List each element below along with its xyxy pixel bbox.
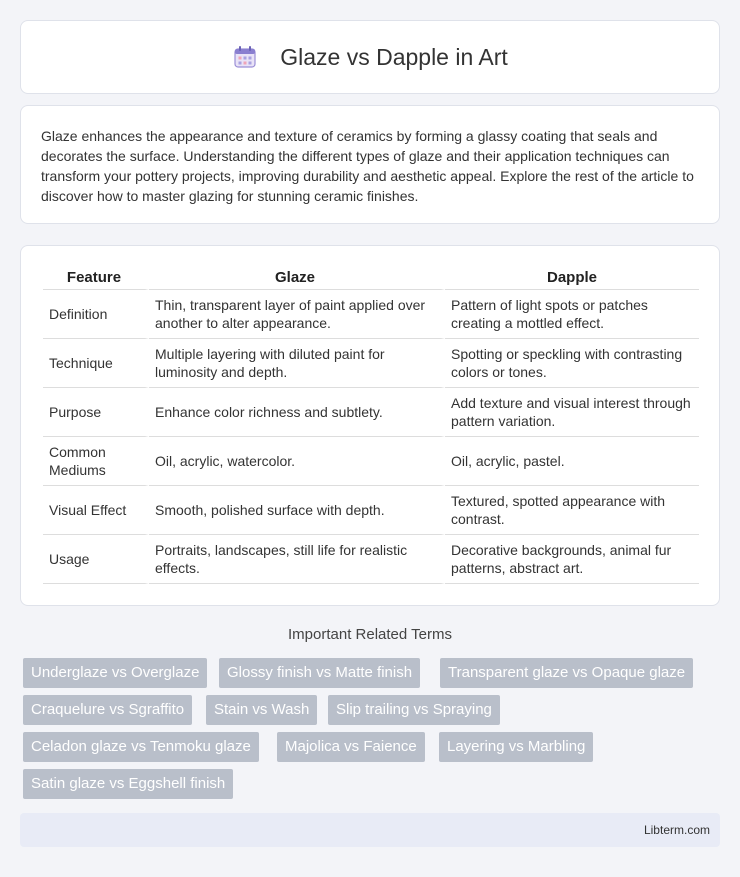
comparison-table-card [20, 245, 720, 606]
feature-cell: Visual Effect [43, 486, 149, 535]
feature-cell: Definition [43, 290, 149, 339]
table-row [43, 437, 699, 486]
dapple-cell: Add texture and visual interest through pattern variation. [445, 388, 699, 437]
table-row [43, 290, 699, 339]
related-term-tag[interactable]: Slip trailing vs Spraying [328, 695, 500, 725]
related-term-tag[interactable]: Craquelure vs Sgraffito [23, 695, 192, 725]
column-header-dapple: Dapple [445, 266, 699, 290]
dapple-cell: Pattern of light spots or patches creating a mottled effect. [445, 290, 699, 339]
column-header-feature: Feature [43, 266, 149, 290]
related-terms-heading: Important Related Terms [288, 626, 452, 643]
comparison-table [43, 266, 699, 584]
table-row [43, 339, 699, 388]
related-term-tag[interactable]: Glossy finish vs Matte finish [219, 658, 420, 688]
feature-cell: Purpose [43, 388, 149, 437]
feature-cell: Technique [43, 339, 149, 388]
feature-cell: Common Mediums [43, 437, 149, 486]
glaze-cell: Smooth, polished surface with depth. [149, 486, 445, 535]
glaze-cell: Portraits, landscapes, still life for realistic effects. [149, 535, 445, 584]
related-term-tag[interactable]: Satin glaze vs Eggshell finish [23, 769, 233, 799]
related-term-tag[interactable]: Celadon glaze vs Tenmoku glaze [23, 732, 259, 762]
related-term-tag[interactable]: Underglaze vs Overglaze [23, 658, 207, 688]
intro-card [20, 105, 720, 224]
related-term-tag[interactable]: Majolica vs Faience [277, 732, 425, 762]
table-header-row [43, 266, 699, 290]
table-row [43, 535, 699, 584]
dapple-cell: Spotting or speckling with contrasting colors or tones. [445, 339, 699, 388]
dapple-cell: Oil, acrylic, pastel. [445, 437, 699, 486]
glaze-cell: Enhance color richness and subtlety. [149, 388, 445, 437]
glaze-cell: Oil, acrylic, watercolor. [149, 437, 445, 486]
column-header-glaze: Glaze [149, 266, 445, 290]
page-title: Glaze vs Dapple in Art [280, 43, 508, 70]
glaze-cell: Thin, transparent layer of paint applied over another to alter appearance. [149, 290, 445, 339]
intro-paragraph: Glaze enhances the appearance and texture of ceramics by forming a glassy coating that seals and decorates the surface. Understanding the different types of glaze and their application techniques can transform your pottery projects, improving durability and aesthetic appeal. Explore the rest of the article to discover how to master glazing for stunning ceramic finishes. [41, 128, 694, 204]
title-card [20, 20, 720, 94]
footer-site-link[interactable]: Libterm.com [643, 823, 710, 837]
related-term-tag[interactable]: Transparent glaze vs Opaque glaze [440, 658, 693, 688]
dapple-cell: Textured, spotted appearance with contrast. [445, 486, 699, 535]
table-row [43, 388, 699, 437]
footer [20, 813, 720, 847]
related-term-tag[interactable]: Stain vs Wash [206, 695, 317, 725]
dapple-cell: Decorative backgrounds, animal fur patterns, abstract art. [445, 535, 699, 584]
related-term-tag[interactable]: Layering vs Marbling [439, 732, 593, 762]
glaze-cell: Multiple layering with diluted paint for luminosity and depth. [149, 339, 445, 388]
table-row [43, 486, 699, 535]
feature-cell: Usage [43, 535, 149, 584]
calendar-grid-icon [232, 44, 258, 70]
